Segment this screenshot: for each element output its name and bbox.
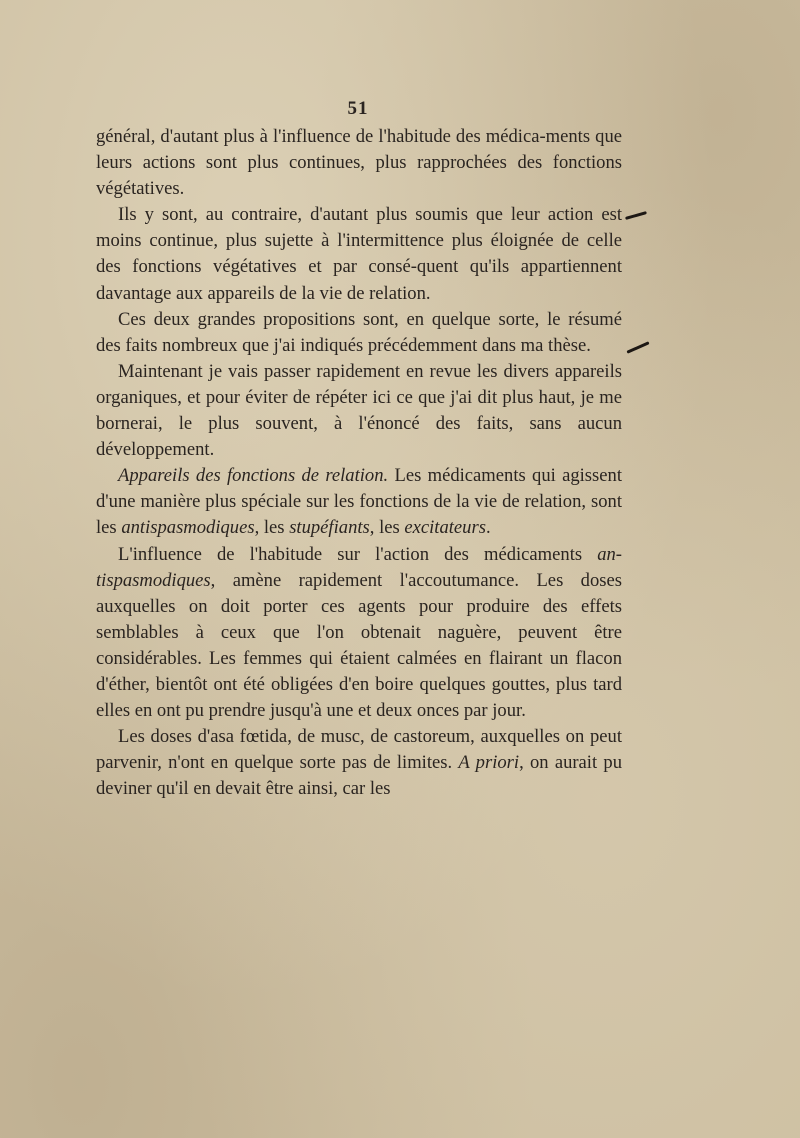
text-run: L'influence de l'habitude sur l'action des médicaments [118, 543, 598, 565]
italic-text: excitateurs [404, 517, 486, 539]
italic-text: an-tispasmodiques [96, 543, 622, 591]
italic-text: stupéfiants [289, 517, 370, 539]
text-run: Les doses d'asa fœtida, de musc, de castoreum, auxquelles on peut parvenir, n'ont en quelque sorte pas de limites. [96, 726, 622, 774]
italic-text: antispasmodiques [121, 517, 255, 539]
text-run: général, d'autant plus à l'influence de l'habitude des médica-ments que leurs actions sont plus continues, plus rapprochées des fonctions végétatives. [96, 126, 622, 200]
text-run: Ces deux grandes propositions sont, en quelque sorte, le résumé des faits nombreux que j'ai indiqués précédemment dans ma thèse. [96, 308, 622, 356]
body-text [96, 124, 622, 802]
text-run: , les [369, 517, 405, 539]
text-run: , on aurait pu deviner qu'il en devait être ainsi, car les [96, 752, 622, 800]
text-run: , amène rapidement l'accoutumance. Les doses auxquelles on doit porter ces agents pour produire des effets semblables à ceux que l'on obtenait naguère, peuvent être considérables. Les femmes qui étaient calmées en flairant un flacon d'éther, bientôt ont été obligées d'en boire quelques gouttes, plus tard elles en ont pu prendre jusqu'à une et deux onces par jour. [96, 569, 622, 722]
text-run: Les médicaments qui agissent d'une manière plus spéciale sur les fonctions de la vie de relation, sont les [96, 465, 622, 539]
text-run: Maintenant je vais passer rapidement en revue les divers appareils organiques, et pour éviter de répéter ici ce que j'ai dit plus haut, je me bornerai, le plus souvent, à l'énoncé des faits, sans aucun développement. [96, 360, 622, 461]
page-number: 51 [347, 98, 369, 119]
paragraph-p1 [96, 124, 622, 202]
paragraph-p2 [96, 202, 622, 306]
text-run: Ils y sont, au contraire, d'autant plus soumis que leur action est moins continue, plus sujette à l'intermittence plus éloignée de celle des fonctions végétatives et par consé-quent qu'ils appartiennent davantage aux appareils de la vie de relation. [96, 204, 622, 304]
margin-ink-mark [625, 211, 647, 220]
italic-text: A priori [458, 752, 520, 774]
margin-ink-mark [626, 341, 649, 354]
paragraph-p3 [96, 307, 622, 359]
paragraph-p6 [96, 542, 622, 725]
text-run: . [485, 517, 491, 539]
text-run: , les [254, 517, 290, 539]
paragraph-p4 [96, 359, 622, 463]
paragraph-p7 [96, 724, 622, 802]
italic-text: Appareils des fonctions de relation. [118, 465, 389, 487]
paragraph-p5 [96, 463, 622, 541]
